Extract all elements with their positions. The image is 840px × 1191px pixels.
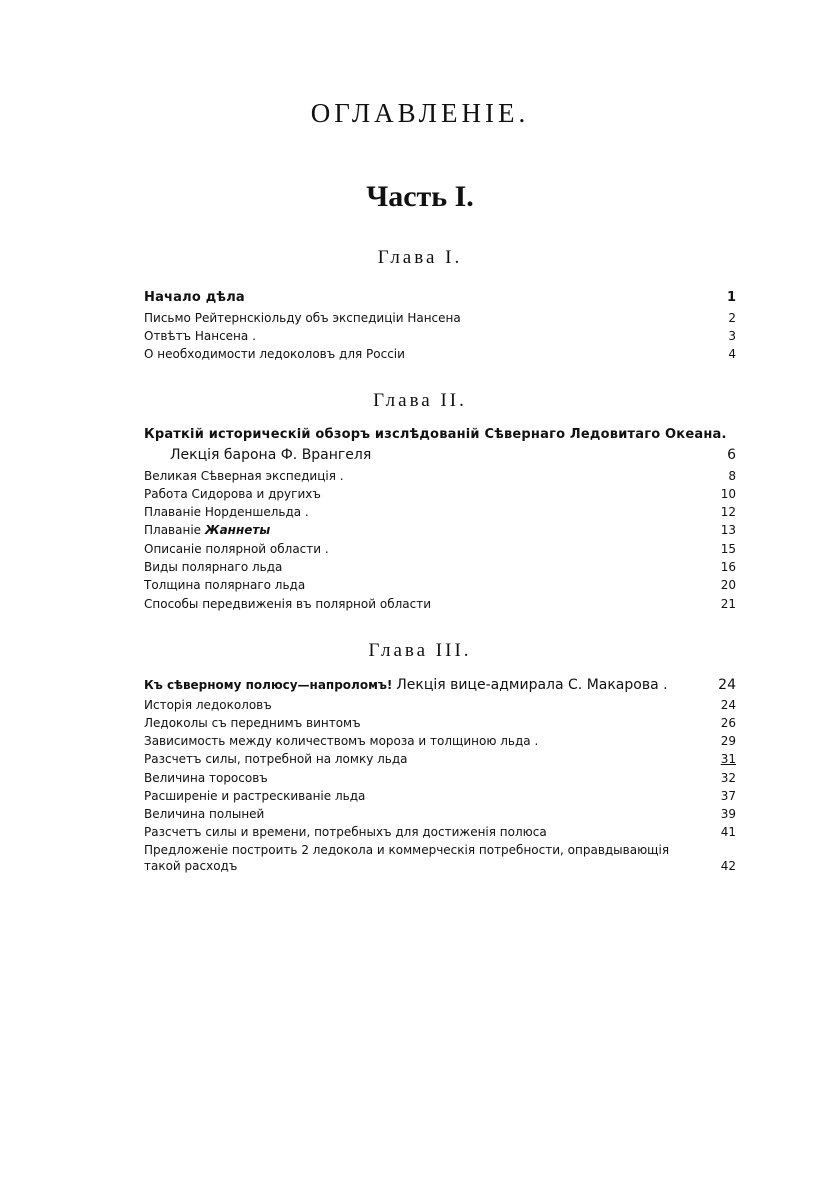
toc-entry-text: Плаваніе Норденшельда . (144, 505, 309, 519)
toc-entry-text (144, 677, 668, 693)
chapter-heading-1: Глава I. (377, 247, 463, 268)
toc-entry-page: 10 (720, 487, 736, 501)
toc-entry-page: 42 (720, 859, 736, 873)
toc-entry-page: 3 (728, 329, 736, 343)
toc-entry-text (144, 522, 270, 538)
toc-entry-text-plain: Плаваніе (144, 523, 202, 537)
chapter-heading-3: Глава III. (368, 640, 472, 661)
toc-entry-text-plain: Лекція вице-адмирала С. Макарова . (396, 677, 668, 693)
toc-entry-page: 1 (726, 290, 736, 305)
toc-entry-page: 15 (720, 542, 736, 556)
toc-entry-page: 6 (727, 447, 736, 463)
toc-entry-page: 8 (728, 469, 736, 483)
chapter-heading-2: Глава II. (373, 390, 467, 411)
toc-entry-page: 2 (728, 311, 736, 325)
toc-entry-page: 16 (720, 560, 736, 574)
toc-entry[interactable] (144, 842, 736, 874)
toc-entry-text: Начало дѣла (144, 290, 245, 305)
toc-entry-text: Величина торосовъ (144, 771, 268, 785)
toc-entry-text: Величина полыней (144, 807, 265, 821)
toc-entry-page: 24 (718, 677, 736, 693)
toc-entry-page: 31 (720, 752, 736, 766)
toc-entry-text: Краткій историческій обзоръ изслѣдованій Сѣвернаго Ледовитаго Океана. (144, 427, 727, 442)
toc-entry-text: Описаніе полярной области . (144, 542, 329, 556)
toc-entry-text: Великая Сѣверная экспедиція . (144, 469, 344, 483)
toc-entry-page: 24 (720, 698, 736, 712)
toc-entry-text: Работа Сидорова и другихъ (144, 487, 321, 501)
toc-entry-page: 37 (720, 789, 736, 803)
toc-entry-text-italic: Жаннеты (204, 523, 271, 537)
toc-entry-text: Письмо Рейтернскіольду объ экспедиціи Нансена (144, 311, 461, 325)
toc-entry-page: 4 (728, 347, 736, 361)
toc-entry-page: 21 (720, 597, 736, 611)
toc-entry-text: Исторія ледоколовъ (144, 698, 272, 712)
toc-entry-text: Зависимость между количествомъ мороза и толщиною льда . (144, 734, 539, 748)
toc-entry-page: 12 (720, 505, 736, 519)
toc-entry-page: 41 (720, 825, 736, 839)
part-title: Часть I. (366, 180, 474, 213)
toc-entry-text: Отвѣтъ Нансена . (144, 329, 256, 343)
toc-entry-page: 32 (720, 771, 736, 785)
toc-entry-page: 39 (720, 807, 736, 821)
toc-entry-text: Виды полярнаго льда (144, 560, 283, 574)
toc-entry-text: Толщина полярнаго льда (144, 578, 306, 592)
toc-entry-text: Предложеніе построить 2 ледокола и коммерческія потребности, оправдывающія такой расходъ (144, 843, 670, 873)
toc-entry-text: Разсчетъ силы, потребной на ломку льда (144, 752, 408, 766)
toc-entry-text: Расширеніе и растрескиваніе льда (144, 789, 366, 803)
toc-entry-text: Ледоколы съ переднимъ винтомъ (144, 716, 361, 730)
toc-entry-text: Способы передвиженія въ полярной области (144, 597, 432, 611)
toc-entry-page: 13 (720, 523, 736, 537)
toc-entry-page: 29 (720, 734, 736, 748)
toc-entry-text-bold: Къ сѣверному полюсу—напроломъ! (144, 678, 393, 692)
page-title: ОГЛАВЛЕНІЕ. (310, 98, 530, 128)
toc-entry-page: 20 (720, 578, 736, 592)
toc-entry-page: 26 (720, 716, 736, 730)
toc-entry-text: О необходимости ледоколовъ для Россіи (144, 347, 405, 361)
toc-entry-text: Лекція барона Ф. Врангеля (170, 447, 372, 463)
toc-entry-text: Разсчетъ силы и времени, потребныхъ для достиженія полюса (144, 825, 547, 839)
